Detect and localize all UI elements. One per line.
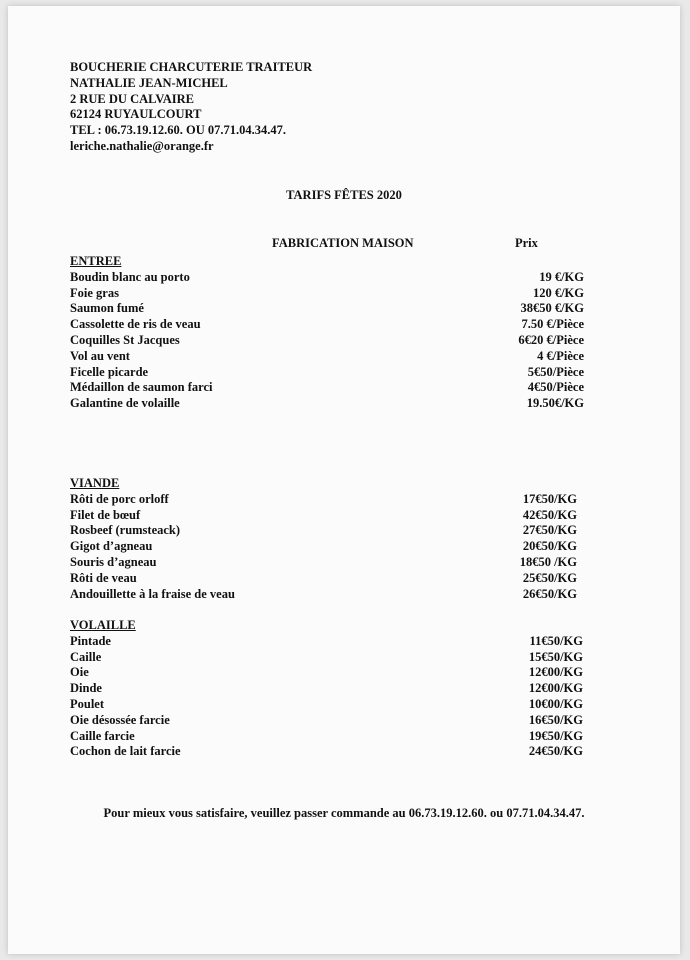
item-name: Galantine de volaille bbox=[70, 396, 180, 411]
price-row bbox=[70, 396, 590, 412]
item-price: 38€50 €/KG bbox=[520, 301, 584, 316]
phone-line: TEL : 06.73.19.12.60. OU 07.71.04.34.47. bbox=[70, 123, 286, 138]
item-name: Poulet bbox=[70, 696, 105, 711]
item-price: 4 €/Pièce bbox=[537, 348, 584, 363]
item-name: Rosbeef (rumsteack) bbox=[70, 523, 181, 538]
price-row bbox=[70, 333, 590, 349]
item-price: 12€00/KG bbox=[528, 665, 583, 680]
price-row bbox=[70, 301, 590, 317]
section-entree bbox=[70, 254, 590, 412]
item-name: Oie bbox=[70, 665, 89, 680]
item-name: Saumon fumé bbox=[70, 301, 144, 316]
item-price: 120 €/KG bbox=[532, 285, 584, 300]
price-row bbox=[70, 492, 590, 508]
price-row bbox=[70, 713, 590, 729]
item-price: 4€50/Pièce bbox=[527, 380, 584, 395]
price-row bbox=[70, 555, 590, 571]
postal-city: 62124 RUYAULCOURT bbox=[70, 107, 202, 122]
price-row bbox=[70, 650, 590, 666]
email-line: leriche.nathalie@orange.fr bbox=[70, 138, 214, 153]
column-header-price: Prix bbox=[515, 236, 538, 250]
item-name: Oie désossée farcie bbox=[70, 712, 170, 727]
price-row bbox=[70, 380, 590, 396]
price-row bbox=[70, 587, 590, 603]
item-price: 19 €/KG bbox=[539, 269, 584, 284]
item-price: 10€00/KG bbox=[528, 696, 583, 711]
item-name: Andouillette à la fraise de veau bbox=[70, 586, 235, 601]
item-price: 26€50/KG bbox=[522, 586, 577, 601]
price-row bbox=[70, 634, 590, 650]
item-price: 12€00/KG bbox=[528, 681, 583, 696]
price-row bbox=[70, 744, 590, 760]
item-name: Souris d’agneau bbox=[70, 554, 157, 569]
price-row bbox=[70, 539, 590, 555]
item-price: 7.50 €/Pièce bbox=[521, 317, 584, 332]
price-row bbox=[70, 270, 590, 286]
column-header-fabrication: FABRICATION MAISON bbox=[272, 236, 414, 250]
item-name: Dinde bbox=[70, 681, 102, 696]
section-viande bbox=[70, 476, 590, 602]
owner-name: NATHALIE JEAN-MICHEL bbox=[70, 75, 228, 90]
price-row bbox=[70, 508, 590, 524]
item-price: 19€50/KG bbox=[528, 728, 583, 743]
street-address: 2 RUE DU CALVAIRE bbox=[70, 91, 194, 106]
section-volaille bbox=[70, 618, 590, 760]
item-name: Vol au vent bbox=[70, 348, 130, 363]
price-row bbox=[70, 317, 590, 333]
item-name: Foie gras bbox=[70, 285, 119, 300]
item-price: 25€50/KG bbox=[522, 570, 577, 585]
item-name: Rôti de veau bbox=[70, 570, 137, 585]
section-heading: VIANDE bbox=[70, 476, 120, 490]
item-name: Boudin blanc au porto bbox=[70, 269, 190, 284]
item-name: Caille bbox=[70, 649, 102, 664]
price-row bbox=[70, 523, 590, 539]
item-name: Médaillon de saumon farci bbox=[70, 380, 213, 395]
section-heading: ENTREE bbox=[70, 254, 122, 268]
order-note: Pour mieux vous satisfaire, veuillez passer commande au 06.73.19.12.60. ou 07.71.04.34.47. bbox=[103, 806, 585, 820]
price-row bbox=[70, 349, 590, 365]
price-row bbox=[70, 681, 590, 697]
item-name: Pintade bbox=[70, 633, 111, 648]
price-row bbox=[70, 729, 590, 745]
price-row bbox=[70, 286, 590, 302]
item-price: 18€50 /KG bbox=[519, 554, 577, 569]
item-name: Cochon de lait farcie bbox=[70, 744, 181, 759]
item-name: Ficelle picarde bbox=[70, 364, 149, 379]
price-row bbox=[70, 365, 590, 381]
item-name: Caille farcie bbox=[70, 728, 135, 743]
document-page bbox=[8, 6, 680, 954]
shop-header bbox=[70, 60, 312, 155]
item-name: Rôti de porc orloff bbox=[70, 491, 169, 506]
item-name: Gigot d’agneau bbox=[70, 539, 153, 554]
item-price: 20€50/KG bbox=[522, 539, 577, 554]
item-name: Cassolette de ris de veau bbox=[70, 317, 201, 332]
item-price: 16€50/KG bbox=[528, 712, 583, 727]
price-row bbox=[70, 571, 590, 587]
item-price: 15€50/KG bbox=[528, 649, 583, 664]
shop-name: BOUCHERIE CHARCUTERIE TRAITEUR bbox=[70, 60, 313, 74]
price-row bbox=[70, 697, 590, 713]
item-price: 19.50€/KG bbox=[526, 396, 584, 411]
price-row bbox=[70, 665, 590, 681]
item-price: 27€50/KG bbox=[522, 523, 577, 538]
item-price: 6€20 €/Pièce bbox=[518, 332, 584, 347]
page-title: TARIFS FÊTES 2020 bbox=[286, 188, 402, 202]
item-name: Coquilles St Jacques bbox=[70, 332, 180, 347]
section-heading: VOLAILLE bbox=[70, 618, 136, 632]
item-name: Filet de bœuf bbox=[70, 507, 141, 522]
item-price: 5€50/Pièce bbox=[527, 364, 584, 379]
item-price: 11€50/KG bbox=[529, 633, 583, 648]
item-price: 42€50/KG bbox=[522, 507, 577, 522]
item-price: 17€50/KG bbox=[522, 491, 577, 506]
item-price: 24€50/KG bbox=[528, 744, 583, 759]
